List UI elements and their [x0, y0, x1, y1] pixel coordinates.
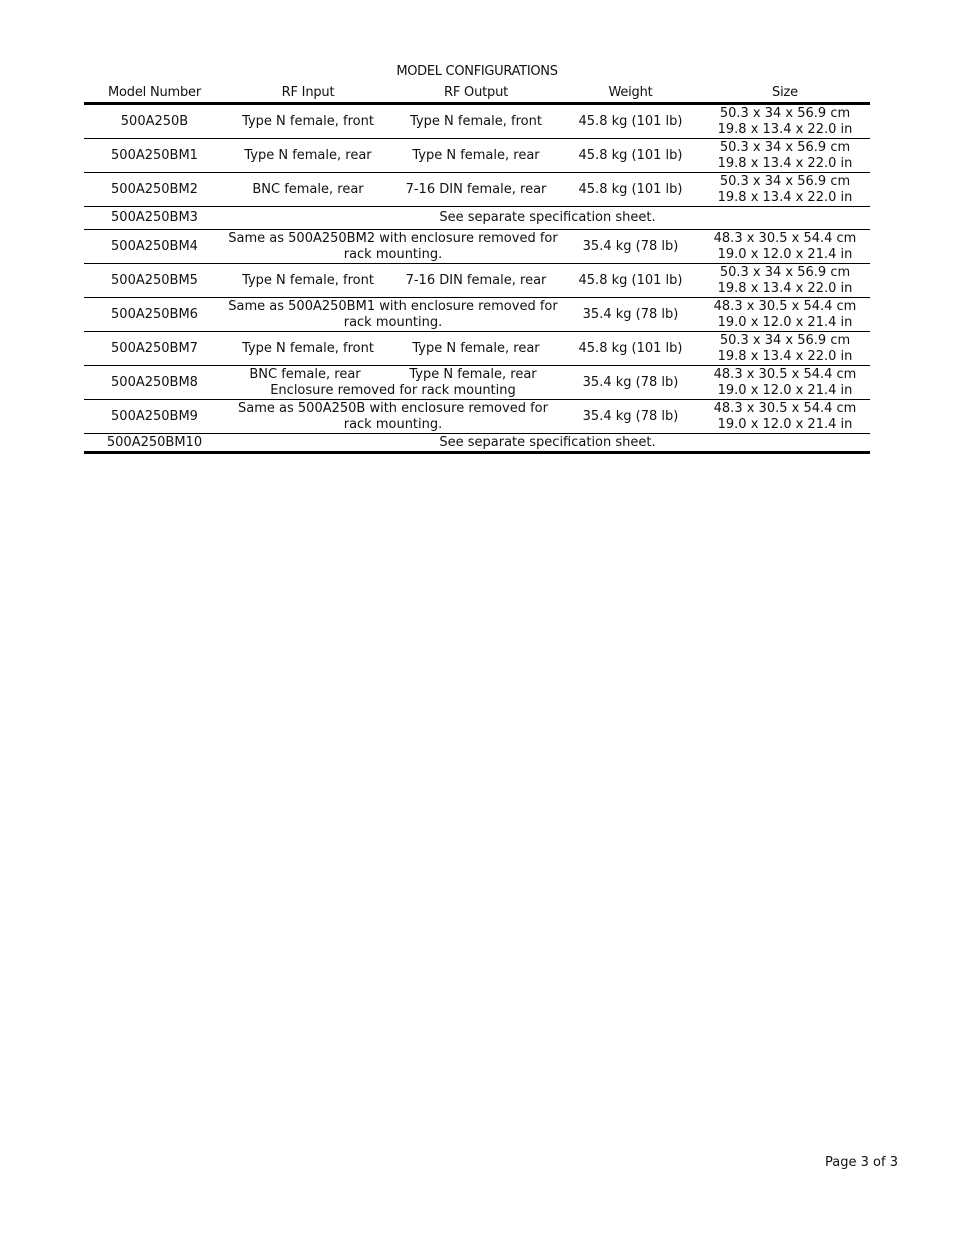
table-row	[84, 173, 870, 207]
size-cell	[700, 173, 870, 207]
rf-input-cell: Type N female, rear	[225, 139, 391, 173]
rf-output-cell: 7-16 DIN female, rear	[391, 264, 561, 298]
table-row	[84, 332, 870, 366]
rf-output-cell: 7-16 DIN female, rear	[391, 173, 561, 207]
combined-io-cell	[225, 366, 561, 400]
table-row	[84, 104, 870, 139]
header-weight: Weight	[561, 82, 700, 104]
model-number-cell: 500A250BM7	[84, 332, 225, 366]
rf-output-cell: Type N female, rear	[391, 139, 561, 173]
table-row	[84, 139, 870, 173]
io-split-line	[225, 367, 561, 383]
table-row	[84, 366, 870, 400]
model-number-cell: 500A250BM9	[84, 400, 225, 434]
size-cell	[700, 400, 870, 434]
table-title: MODEL CONFIGURATIONS	[396, 64, 558, 79]
model-number-cell: 500A250BM4	[84, 230, 225, 264]
header-size: Size	[700, 82, 870, 104]
note-cell: See separate specification sheet.	[225, 207, 870, 230]
header-model-number: Model Number	[84, 82, 225, 104]
size-cell	[700, 366, 870, 400]
rf-input-text: BNC female, rear	[249, 366, 361, 382]
size-cm: 50.3 x 34 x 56.9 cm	[719, 332, 851, 348]
size-cm: 48.3 x 30.5 x 54.4 cm	[713, 400, 857, 416]
combined-line-1: Same as 500A250BM1 with enclosure removed for	[228, 298, 558, 314]
size-in: 19.8 x 13.4 x 22.0 in	[717, 280, 853, 296]
combined-line-2: rack mounting.	[343, 416, 443, 432]
rf-output-text: Type N female, rear	[409, 366, 537, 382]
table-row	[84, 298, 870, 332]
model-number-cell: 500A250BM3	[84, 207, 225, 230]
combined-line-1: Same as 500A250B with enclosure removed for	[238, 400, 548, 416]
rf-output-cell: Type N female, rear	[391, 332, 561, 366]
combined-io-cell	[225, 298, 561, 332]
weight-cell: 45.8 kg (101 lb)	[561, 104, 700, 139]
rf-input-cell: Type N female, front	[225, 264, 391, 298]
table-row	[84, 434, 870, 453]
size-in: 19.8 x 13.4 x 22.0 in	[717, 121, 853, 137]
size-in: 19.0 x 12.0 x 21.4 in	[717, 382, 853, 398]
size-cell	[700, 264, 870, 298]
combined-io-cell	[225, 400, 561, 434]
size-in: 19.0 x 12.0 x 21.4 in	[717, 314, 853, 330]
page-number: Page 3 of 3	[825, 1155, 898, 1170]
size-in: 19.0 x 12.0 x 21.4 in	[717, 246, 853, 262]
size-cell	[700, 230, 870, 264]
model-number-cell: 500A250BM6	[84, 298, 225, 332]
weight-cell: 45.8 kg (101 lb)	[561, 173, 700, 207]
model-number-cell: 500A250BM8	[84, 366, 225, 400]
size-in: 19.8 x 13.4 x 22.0 in	[717, 155, 853, 171]
rf-input-cell: Type N female, front	[225, 332, 391, 366]
weight-cell: 45.8 kg (101 lb)	[561, 139, 700, 173]
weight-cell: 35.4 kg (78 lb)	[561, 298, 700, 332]
table-row	[84, 264, 870, 298]
weight-cell: 35.4 kg (78 lb)	[561, 366, 700, 400]
size-cell	[700, 139, 870, 173]
size-cm: 48.3 x 30.5 x 54.4 cm	[713, 366, 857, 382]
size-cm: 50.3 x 34 x 56.9 cm	[719, 264, 851, 280]
rf-input-cell: BNC female, rear	[225, 173, 391, 207]
header-row	[84, 82, 870, 104]
model-number-cell: 500A250BM1	[84, 139, 225, 173]
note-cell: See separate specification sheet.	[225, 434, 870, 453]
combined-io-cell	[225, 230, 561, 264]
size-cm: 50.3 x 34 x 56.9 cm	[719, 105, 851, 121]
weight-cell: 45.8 kg (101 lb)	[561, 264, 700, 298]
size-in: 19.8 x 13.4 x 22.0 in	[717, 348, 853, 364]
size-in: 19.8 x 13.4 x 22.0 in	[717, 189, 853, 205]
model-number-cell: 500A250BM2	[84, 173, 225, 207]
combined-line-2: Enclosure removed for rack mounting	[270, 382, 516, 398]
model-number-cell: 500A250B	[84, 104, 225, 139]
table-row	[84, 400, 870, 434]
size-cell	[700, 298, 870, 332]
size-in: 19.0 x 12.0 x 21.4 in	[717, 416, 853, 432]
header-rf-input: RF Input	[225, 82, 391, 104]
weight-cell: 45.8 kg (101 lb)	[561, 332, 700, 366]
model-number-cell: 500A250BM10	[84, 434, 225, 453]
table-row	[84, 230, 870, 264]
size-cm: 48.3 x 30.5 x 54.4 cm	[713, 230, 857, 246]
combined-line-2: rack mounting.	[343, 314, 443, 330]
size-cm: 50.3 x 34 x 56.9 cm	[719, 139, 851, 155]
size-cell	[700, 332, 870, 366]
header-rf-output: RF Output	[391, 82, 561, 104]
size-cm: 48.3 x 30.5 x 54.4 cm	[713, 298, 857, 314]
size-cell	[700, 104, 870, 139]
weight-cell: 35.4 kg (78 lb)	[561, 230, 700, 264]
weight-cell: 35.4 kg (78 lb)	[561, 400, 700, 434]
rf-input-cell: Type N female, front	[225, 104, 391, 139]
size-cm: 50.3 x 34 x 56.9 cm	[719, 173, 851, 189]
model-configurations-table	[84, 82, 870, 454]
rf-output-cell: Type N female, front	[391, 104, 561, 139]
combined-line-2: rack mounting.	[343, 246, 443, 262]
combined-line-1: Same as 500A250BM2 with enclosure removed for	[228, 230, 558, 246]
table-row	[84, 207, 870, 230]
model-number-cell: 500A250BM5	[84, 264, 225, 298]
